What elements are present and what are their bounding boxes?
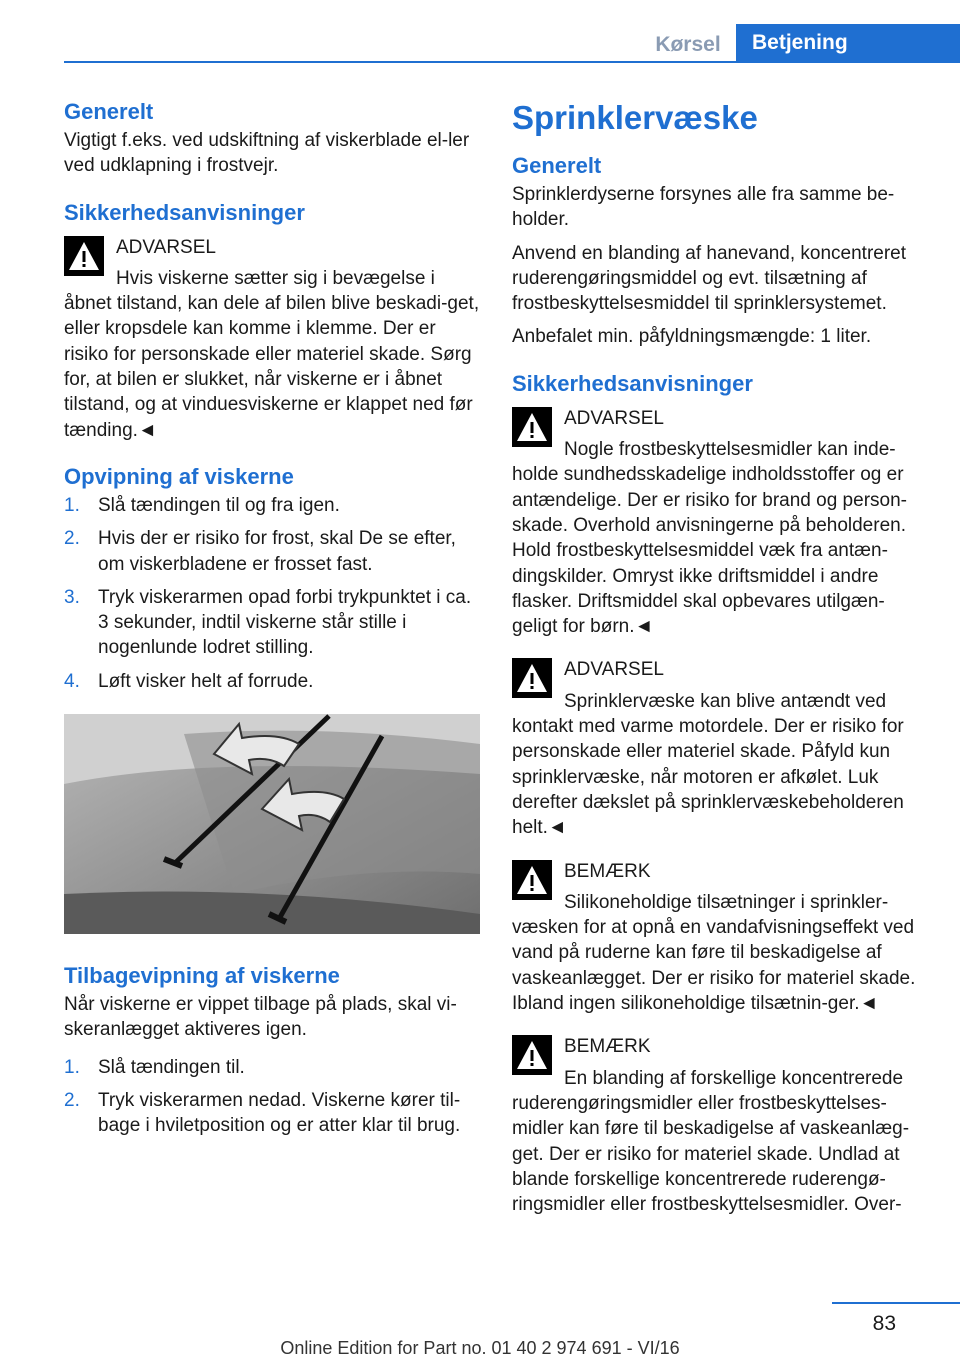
steps-list-opvipning bbox=[64, 493, 480, 694]
notice-block bbox=[512, 1034, 928, 1217]
edition-footer: Online Edition for Part no. 01 40 2 974 691 - VI/16 bbox=[280, 1338, 680, 1358]
right-column bbox=[512, 98, 928, 1227]
warning-heading: ADVARSEL bbox=[116, 236, 216, 258]
list-item: 2. Hvis der er risiko for frost, skal De se efter, om viskerbladene er frosset fast. bbox=[64, 528, 456, 575]
notice-heading: BEMÆRK bbox=[564, 1036, 651, 1058]
section-title-generelt: Generelt bbox=[64, 99, 154, 124]
section-title-opvipning: Opvipning af viskerne bbox=[64, 463, 294, 489]
notice-triangle-icon bbox=[512, 860, 552, 900]
paragraph-generelt: Vigtigt f.eks. ved udskiftning af viskerblade el-ler ved udklapning i frostvejr. bbox=[64, 130, 470, 177]
section-title-generelt: Generelt bbox=[512, 153, 602, 178]
section-title-sikkerhed: Sikkerhedsanvisninger bbox=[512, 370, 753, 396]
tab-betjening[interactable]: Betjening bbox=[736, 24, 960, 62]
notice-heading: BEMÆRK bbox=[564, 860, 651, 882]
section-title-sikkerhed: Sikkerhedsanvisninger bbox=[64, 199, 305, 225]
warning-block bbox=[512, 406, 928, 640]
list-item: 2. Tryk viskerarmen nedad. Viskerne kører til-bage i hviletposition og er atter klar til brug. bbox=[64, 1089, 461, 1137]
header-rule bbox=[64, 61, 960, 63]
notice-block bbox=[512, 859, 928, 1017]
warning-triangle-icon bbox=[512, 658, 552, 698]
header-bar bbox=[0, 0, 960, 64]
left-column bbox=[64, 98, 480, 1147]
warning-triangle-icon bbox=[64, 236, 104, 276]
warning-text: Sprinklervæske kan blive antændt ved kontakt med varme motordele. Der er risiko for personskade eller materiel skade. Påfyld kun sprinklervæske, når motoren er afkølet. Luk derefter dækslet på sprinklervæskebeholderen helt.◄ bbox=[512, 690, 904, 839]
warning-heading: ADVARSEL bbox=[564, 659, 664, 681]
list-item: 1. Slå tændingen til og fra igen. bbox=[64, 494, 340, 516]
paragraph: Anbefalet min. påfyldningsmængde: 1 liter. bbox=[512, 326, 872, 348]
notice-text: En blanding af forskellige koncentrerede ruderengøringsmidler eller frostbeskyttelses-midler kan føre til beskadigelse af vaskeanlæg-get. Der er risiko for materiel skade. Undlad at blande forskellige koncentrerede ruderengø-ringsmidler eller frostbeskyttelsesmidler. Over- bbox=[512, 1067, 910, 1216]
notice-triangle-icon bbox=[512, 1035, 552, 1075]
page-title: Sprinklervæske bbox=[512, 99, 758, 136]
warning-block bbox=[512, 657, 928, 840]
steps-list-tilbagevipning bbox=[64, 1055, 480, 1139]
warning-heading: ADVARSEL bbox=[564, 407, 664, 429]
section-title-tilbagevipning: Tilbagevipning af viskerne bbox=[64, 963, 340, 989]
warning-block bbox=[64, 235, 480, 443]
footer-rule bbox=[832, 1302, 960, 1304]
paragraph: Anvend en blanding af hanevand, koncentreret ruderengøringsmiddel og evt. tilsætning af frostbeskyttelsesmiddel til sprinklersystemet. bbox=[512, 242, 907, 315]
warning-text: Nogle frostbeskyttelsesmidler kan inde- holde sundhedsskadelige indholdsstoffer og er antændelige. Der er risiko for brand og person-skade. Overhold anvisningerne på beholderen. Hold frostbeskyttelsesmiddel væk fra antæn-dingskilder. Omryst ikke driftsmiddel i andre flasker. Driftsmiddel skal opbevares utilgæn-geligt for børn.◄ bbox=[512, 439, 907, 638]
paragraph-tilbagevipning: Når viskerne er vippet tilbage på plads, skal vi-skeranlægget aktiveres igen. bbox=[64, 994, 457, 1041]
page-number: 83 bbox=[872, 1312, 896, 1335]
tab-korsel[interactable]: Kørsel bbox=[655, 33, 721, 56]
list-item: 1. Slå tændingen til. bbox=[64, 1056, 245, 1078]
notice-text: Silikoneholdige tilsætninger i sprinkler- væsken for at opnå en vandafvisningseffekt ved vand på ruderne kan føre til beskadigelse af vaskeanlægget. Der er risiko for materiel skade. Ibland ingen silikoneholdige tilsætnin-ger.◄ bbox=[512, 891, 916, 1015]
wiper-photo bbox=[64, 714, 480, 934]
warning-text: Hvis viskerne sætter sig i bevægelse i åbnet tilstand, kan dele af bilen blive beskadi-get, eller kropsdele kan komme i klemme. Der er risiko for personskade eller materiel skade. Sørg for, at bilen er slukket, når viskerne er i åbnet tilstand, og at vinduesviskerne er klappet ned før tænding.◄ bbox=[64, 267, 480, 441]
list-item: 3. Tryk viskerarmen opad forbi trykpunktet i ca. 3 sekunder, indtil viskerne står stille i nogenlunde lodret stilling. bbox=[64, 586, 472, 659]
list-item: 4. Løft visker helt af forrude. bbox=[64, 670, 314, 692]
warning-triangle-icon bbox=[512, 407, 552, 447]
paragraph: Sprinklerdyserne forsynes alle fra samme be-holder. bbox=[512, 184, 895, 231]
